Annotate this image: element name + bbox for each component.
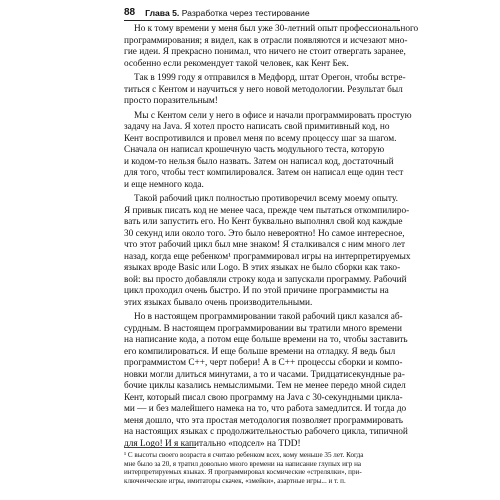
text-line: его компилироваться. И еще больше времени на отладку. Я ведь был (124, 346, 396, 357)
text-line: что этот рабочий цикл был мне знаком! Я сталкивался с ним много лет (124, 240, 406, 250)
paragraph (124, 73, 406, 108)
text-line: и кодом-то нельзя было назвать. Затем он написал код, достаточный (124, 156, 394, 167)
paragraph (124, 24, 419, 70)
text-line: цикл проходил очень быстро. И по этой причине программисты на (124, 286, 389, 296)
footnote-line: мне было за 20, я тратил довольно много времени на написание глупых игр на (124, 459, 362, 468)
text-line: гие идеи. Я прекрасно понимал, что ничего не стоит отвергать заранее, (124, 47, 406, 57)
text-line: вой: вы просто добавляли строку кода и запускали программу. Рабочий (124, 274, 407, 285)
paragraph (124, 312, 408, 450)
text-line: Кент воспротивился и провел меня по всему процессу шаг за шагом. (124, 133, 397, 144)
footnote (124, 451, 404, 485)
footnote-line: ¹ С высоты своего возраста я считаю ребенком всех, кому меньше 35 лет. Когда (124, 451, 364, 459)
text-line: на написание кода, а потом еще больше времени на то, чтобы заставить (124, 335, 408, 345)
text-line: 30 секунд или около того. Это было невероятно! Но самое интересное, (124, 228, 405, 239)
chapter-heading (145, 8, 310, 18)
page-body (124, 24, 419, 450)
text-line: сурдным. В настоящем программировании вы тратили много времени (124, 323, 402, 334)
text-line: программирования; я видел, как в отрасли появляются и исчезают мно- (124, 35, 408, 46)
text-line: Но в настоящем программировании такой рабочий цикл казался аб- (134, 312, 403, 322)
footnote-line: ключенческие игры, имитаторы скачек, «змейки», азартные игры... и т. п. (124, 476, 346, 485)
text-line: Я привык писать код не менее часа, прежде чем пытаться откомпилиро- (124, 205, 410, 216)
text-line: задачу на Java. Я хотел просто написать свой примитивный код, но (124, 122, 390, 132)
text-line: для того, чтобы тест компилировался. Затем он написал еще один тест (124, 168, 404, 178)
text-line: Так в 1999 году я отправился в Медфорд, штат Орегон, чтобы встре- (134, 73, 406, 83)
footnote-divider (124, 447, 196, 448)
text-line: титься с Кентом и научиться у него новой методологии. Результат был (124, 84, 403, 95)
text-line: Но к тому времени у меня был уже 30-летний опыт профессионального (134, 24, 419, 34)
text-line: на настоящих языках с продолжительностью рабочего цикла, типичной (124, 427, 408, 437)
text-line: особенно если рекомендует такой человек, как Кент Бек. (124, 58, 349, 69)
text-line: Мы с Кентом сели у него в офисе и начали программировать простую (134, 110, 412, 121)
paragraph (124, 110, 412, 192)
text-line: этих языках бывало очень производительными. (124, 297, 313, 308)
footnote-line: интерпретируемых языках. Я программировал космические «стрелялки», при- (124, 468, 362, 477)
chapter-label: Глава 5. (145, 7, 180, 18)
text-line: просто поразительным! (124, 96, 218, 106)
text-line: бочие циклы казались немыслимыми. Тем не менее передо мной сидел (124, 381, 406, 391)
paragraph (124, 194, 411, 309)
text-line: языках вроде Basic или Logo. В этих языках не было сборки как тако- (124, 263, 401, 273)
text-line: и еще немного кода. (124, 179, 204, 190)
text-line: Кент, который писал свою программу на Java с 30-секундными цикла- (124, 392, 403, 403)
text-line: новки могли длиться минутами, а то и часами. Тридцатисекундные ра- (124, 369, 405, 380)
text-line: программистом C++, черт побери! А в C++ процессы сборки и компо- (124, 358, 403, 368)
page-number: 88 (124, 7, 136, 18)
text-line: ми — и без малейшего намека на то, что работа замедлится. И тогда до (124, 404, 407, 414)
running-header (124, 5, 400, 21)
text-line: Такой рабочий цикл полностью противоречил всему моему опыту. (134, 194, 398, 204)
chapter-title: Разработка через тестирование (181, 7, 310, 18)
text-line: Сначала он написал крошечную часть модульного теста, которую (124, 145, 385, 155)
text-line: меня дошло, что эта простая методология позволяет программировать (124, 415, 403, 426)
text-line: назад, когда еще ребенком¹ программировал игры на интерпретируемых (124, 251, 411, 262)
text-line: для Logo! И я капитально «подсел» на TDD! (124, 438, 301, 449)
text-line: вать или запустить его. Но Кент буквально выполнял свой код каждые (124, 217, 403, 227)
